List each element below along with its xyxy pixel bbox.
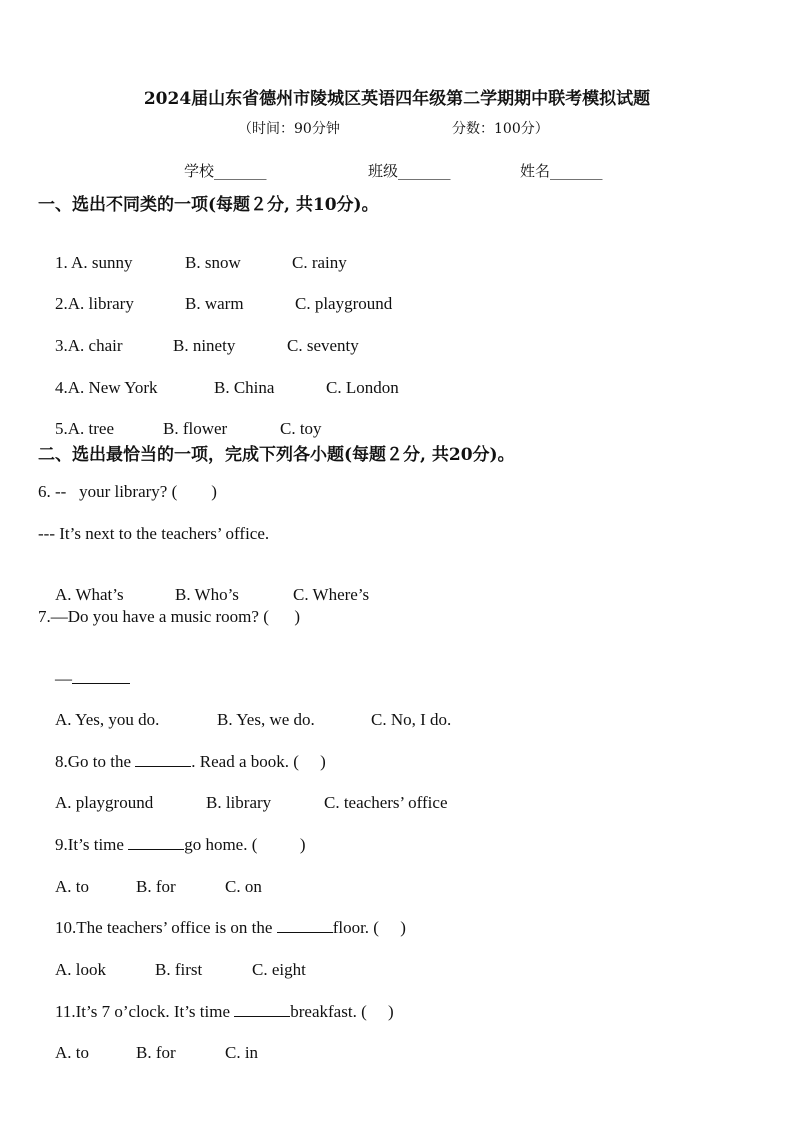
option-c: C. teachers’ office: [324, 793, 448, 812]
answer-blank: [277, 918, 333, 933]
answer-blank: [128, 835, 184, 850]
stem-part-1: 9.It’s time: [55, 835, 124, 854]
option-a: A. Yes, you do.: [55, 710, 160, 729]
answer-blank: [72, 669, 130, 684]
option-c: C. Where’s: [293, 585, 370, 604]
option-c: C. eight: [252, 960, 306, 979]
option-b: B. ninety: [173, 336, 236, 355]
name-field: 姓名_______: [520, 162, 603, 180]
option-b: B. for: [136, 877, 176, 896]
section-1-heading: 一、选出不同类的一项(每题２分, 共10分)。: [38, 195, 379, 215]
option-b: B. warm: [185, 294, 244, 313]
question-11-options: [38, 1023, 258, 1083]
option-a: A. What’s: [55, 585, 124, 604]
option-a: A. to: [55, 877, 89, 896]
page-title: 2024届山东省德州市陵城区英语四年级第二学期期中联考模拟试题: [143, 89, 651, 109]
option-c: C. rainy: [292, 253, 347, 272]
exam-time: （时间：90分钟: [238, 121, 340, 137]
option-c: C. toy: [280, 419, 322, 438]
option-a: 4.A. New York: [55, 378, 158, 397]
option-b: B. library: [206, 793, 272, 812]
stem-part-1: 11.It’s 7 o’clock. It’s time: [55, 1002, 231, 1021]
question-6-reply: --- It’s next to the teachers’ office.: [38, 524, 270, 543]
question-7-stem: 7.—Do you have a music room? ( ): [38, 607, 301, 626]
reply-dash: —: [55, 669, 72, 688]
option-c: C. No, I do.: [371, 710, 452, 729]
stem-part-2: . Read a book. ( ): [191, 752, 326, 771]
option-a: 2.A. library: [55, 294, 134, 313]
stem-part-2: breakfast. ( ): [290, 1002, 394, 1021]
option-c: C. in: [225, 1043, 259, 1062]
section-2-heading: 二、选出最恰当的一项，完成下列各小题(每题２分, 共20分)。: [38, 445, 515, 465]
exam-score: 分数：100分）: [452, 121, 549, 137]
option-b: B. Yes, we do.: [217, 710, 315, 729]
stem-part-2: go home. ( ): [184, 835, 306, 854]
option-b: B. snow: [185, 253, 241, 272]
school-field: 学校_______: [184, 162, 267, 180]
option-a: A. to: [55, 1043, 89, 1062]
option-b: B. for: [136, 1043, 176, 1062]
class-field: 班级_______: [368, 162, 451, 180]
answer-blank: [234, 1002, 290, 1017]
stem-part-1: 8.Go to the: [55, 752, 132, 771]
option-a: 1. A. sunny: [55, 253, 133, 272]
option-b: B. Who’s: [175, 585, 239, 604]
option-b: B. first: [155, 960, 203, 979]
stem-part-1: 10.The teachers’ office is on the: [55, 918, 273, 937]
option-b: B. flower: [163, 419, 228, 438]
option-a: A. look: [55, 960, 106, 979]
option-c: C. playground: [295, 294, 393, 313]
stem-part-2: floor. ( ): [332, 918, 406, 937]
option-c: C. seventy: [287, 336, 359, 355]
option-c: C. on: [225, 877, 262, 896]
option-a: 3.A. chair: [55, 336, 123, 355]
option-a: 5.A. tree: [55, 419, 115, 438]
question-6-stem: 6. -- your library? ( ): [38, 482, 217, 501]
option-b: B. China: [214, 378, 275, 397]
option-a: A. playground: [55, 793, 154, 812]
option-c: C. London: [326, 378, 399, 397]
answer-blank: [135, 752, 191, 767]
